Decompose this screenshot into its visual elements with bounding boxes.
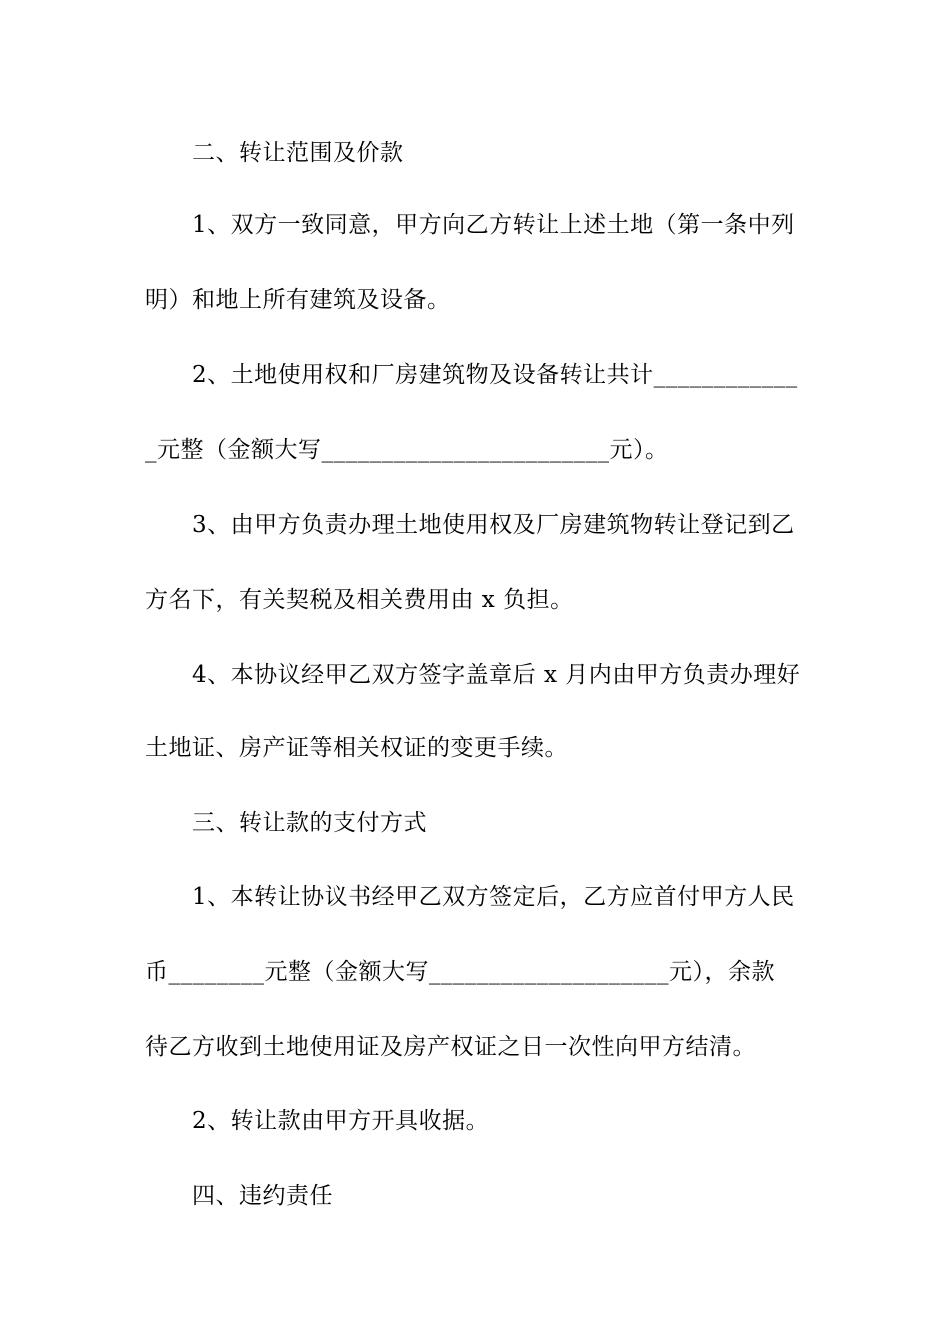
paragraph-line: 4、本协议经甲乙双方签字盖章后 x 月内由甲方负责办理好 — [192, 662, 801, 688]
section-heading-liability: 四、违约责任 — [192, 1183, 333, 1209]
paragraph-line: 2、转让款由甲方开具收据。 — [192, 1108, 490, 1134]
paragraph-line: _元整（金额大写________________________元）。 — [145, 437, 669, 463]
paragraph-line: 明）和地上所有建筑及设备。 — [145, 287, 451, 313]
paragraph-line: 土地证、房产证等相关权证的变更手续。 — [145, 735, 568, 761]
paragraph-line: 待乙方收到土地使用证及房产权证之日一次性向甲方结清。 — [145, 1034, 756, 1060]
paragraph-line: 1、本转让协议书经甲乙双方签定后，乙方应首付甲方人民 — [192, 884, 795, 910]
paragraph-line: 币________元整（金额大写____________________元），余款 — [145, 959, 775, 985]
paragraph-line: 3、由甲方负责办理土地使用权及厂房建筑物转让登记到乙 — [192, 512, 795, 538]
paragraph-line: 方名下，有关契税及相关费用由 x 负担。 — [145, 587, 574, 613]
section-heading-payment-method: 三、转让款的支付方式 — [192, 810, 427, 836]
section-heading-transfer-scope: 二、转让范围及价款 — [192, 140, 404, 166]
paragraph-line: 1、双方一致同意，甲方向乙方转让上述土地（第一条中列 — [192, 212, 795, 238]
paragraph-line: 2、土地使用权和厂房建筑物及设备转让共计____________ — [192, 362, 798, 388]
